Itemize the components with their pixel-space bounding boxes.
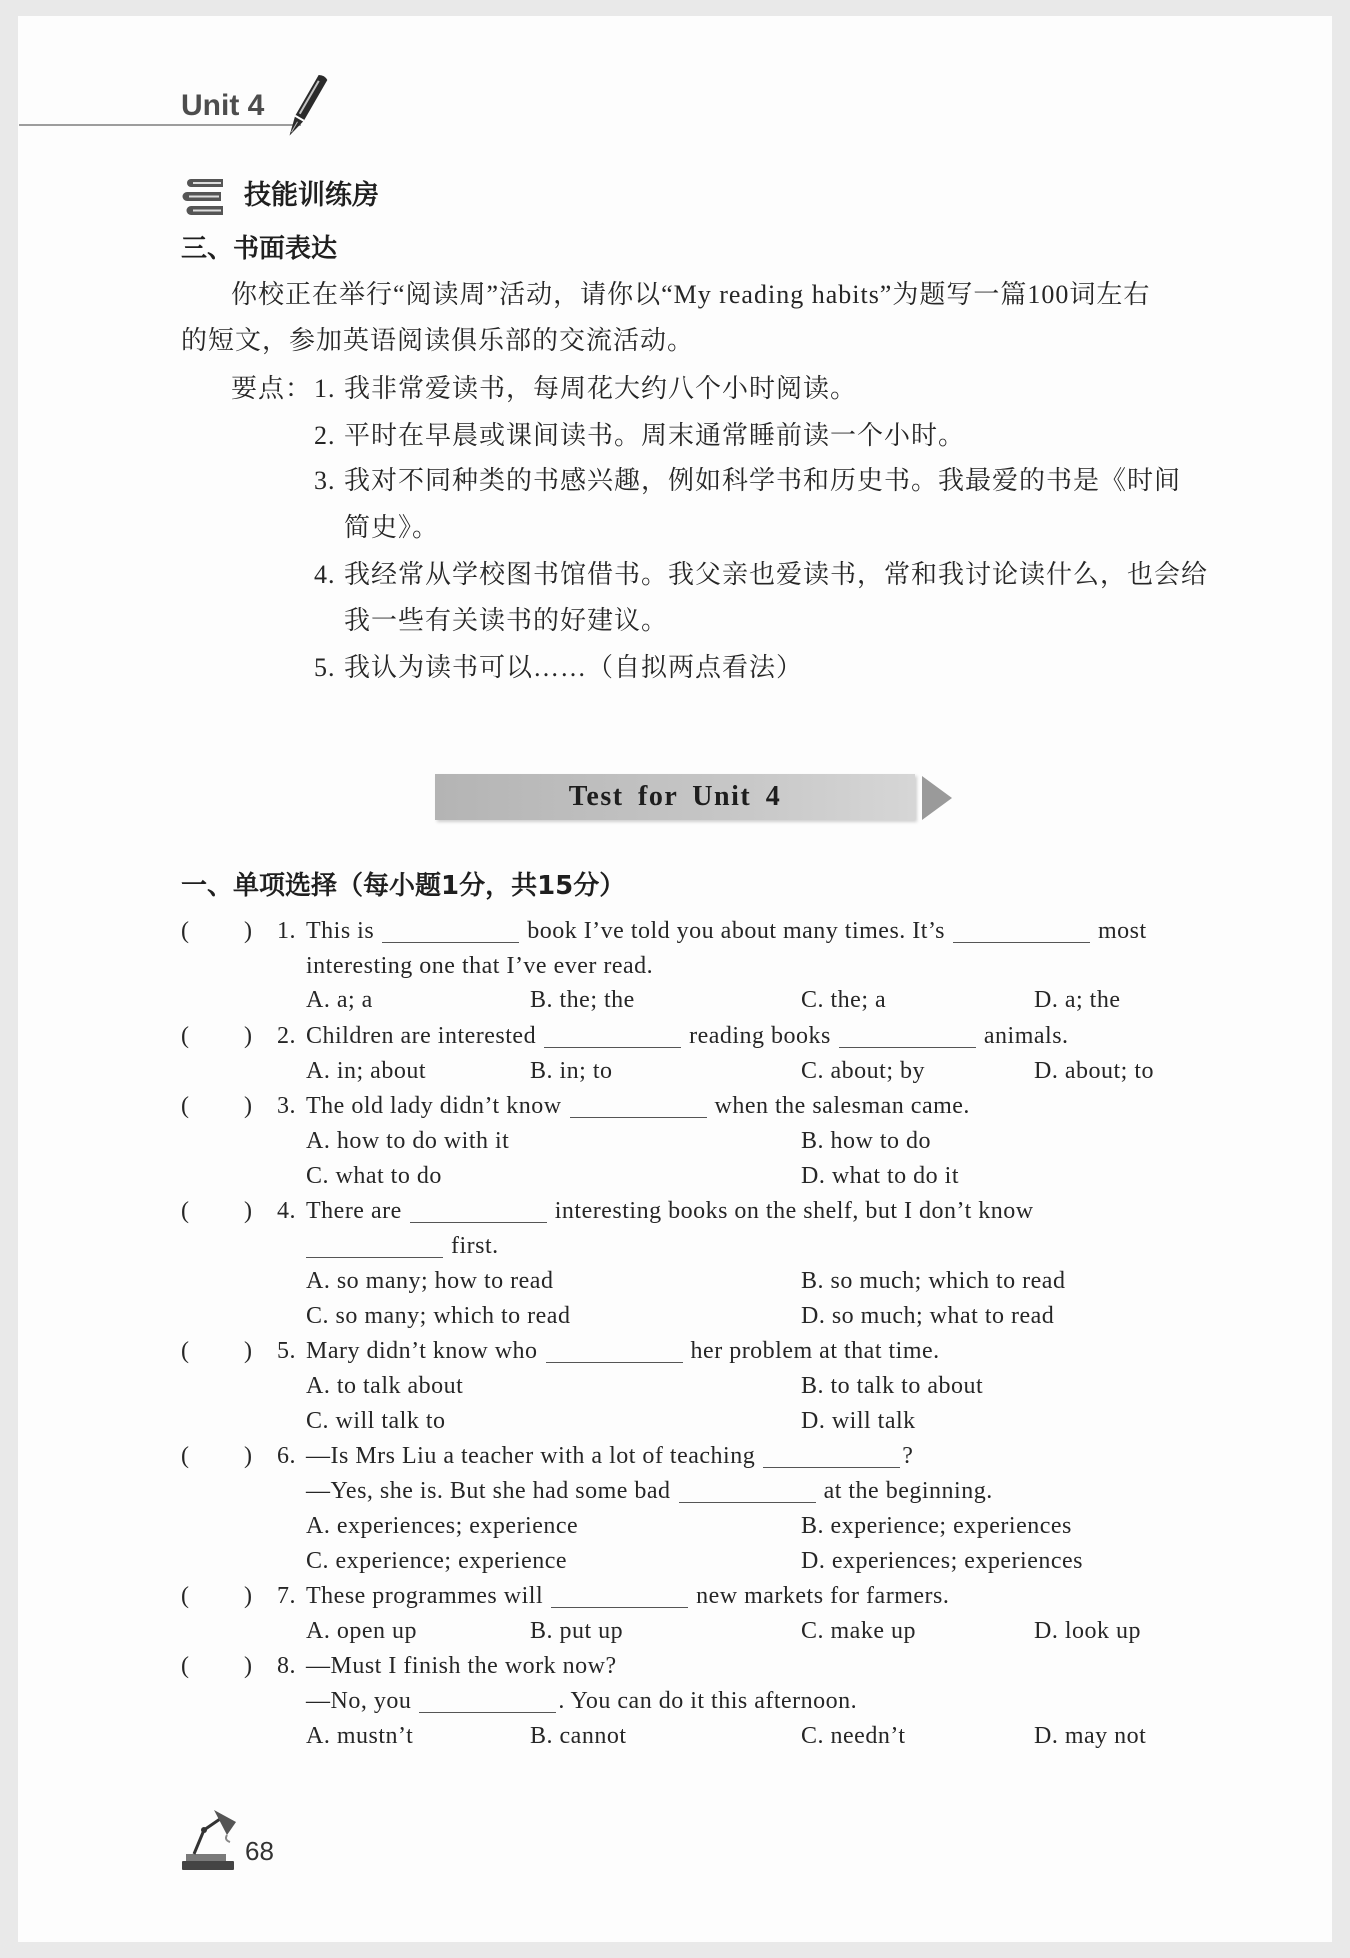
question-text: —No, you [306, 1688, 412, 1714]
question-number: 1. [277, 918, 296, 944]
question-line [306, 1334, 940, 1368]
option-c: C. the; a [801, 987, 887, 1013]
arrow-right-icon [922, 776, 952, 820]
option-d: D. may not [1034, 1723, 1147, 1749]
answer-blank [953, 924, 1090, 943]
question-text: These programmes will [306, 1583, 544, 1609]
option-b: B. so much; which to read [801, 1268, 1066, 1294]
answer-blank [570, 1099, 707, 1118]
answer-bracket-close: ) [244, 918, 253, 944]
question-text: most [1097, 918, 1147, 944]
question-line [306, 1194, 1034, 1228]
question-text: —Is Mrs Liu a teacher with a lot of teaching [306, 1443, 756, 1469]
option-d: D. what to do it [801, 1163, 959, 1189]
answer-blank [546, 1344, 683, 1363]
question-text: first. [451, 1233, 499, 1259]
point-text: 我经常从学校图书馆借书。我父亲也爱读书，常和我讨论读什么，也会给 [344, 560, 1209, 589]
option-a: A. mustn’t [306, 1723, 414, 1749]
question-text: reading books [689, 1023, 831, 1049]
question-line [306, 1229, 499, 1263]
point-number: 4. [314, 560, 336, 589]
question-text: at the beginning. [823, 1478, 993, 1504]
answer-bracket-open: ( [181, 1093, 190, 1119]
option-b: B. to talk to about [801, 1373, 984, 1399]
option-a: A. a; a [306, 987, 373, 1013]
answer-bracket-open: ( [181, 1653, 190, 1679]
option-a: A. so many; how to read [306, 1268, 554, 1294]
question-text: her problem at that time. [690, 1338, 940, 1364]
option-c: C. so many; which to read [306, 1303, 571, 1329]
option-a: A. open up [306, 1618, 417, 1644]
answer-blank [763, 1449, 900, 1468]
option-d: D. experiences; experiences [801, 1548, 1084, 1574]
question-line [306, 914, 1147, 948]
option-d: D. so much; what to read [801, 1303, 1055, 1329]
point-number: 2. [314, 421, 336, 450]
point-number: 3. [314, 466, 336, 495]
point-text: 我非常爱读书，每周花大约八个小时阅读。 [344, 374, 858, 403]
answer-bracket-close: ) [244, 1198, 253, 1224]
question-text: new markets for farmers. [696, 1583, 950, 1609]
pen-icon [280, 70, 332, 144]
points-label: 要点： [231, 374, 313, 403]
question-number: 5. [277, 1338, 296, 1364]
question-text: Mary didn’t know who [306, 1338, 538, 1364]
question-line [306, 1684, 857, 1718]
answer-bracket-close: ) [244, 1023, 253, 1049]
option-b: B. experience; experiences [801, 1513, 1072, 1539]
unit-label: Unit 4 [181, 89, 265, 122]
option-b: B. the; the [530, 987, 635, 1013]
answer-blank [382, 924, 519, 943]
question-number: 2. [277, 1023, 296, 1049]
question-text: . You can do it this afternoon. [558, 1688, 858, 1714]
answer-bracket-close: ) [244, 1338, 253, 1364]
answer-bracket-open: ( [181, 1583, 190, 1609]
section-title: 技能训练房 [244, 180, 379, 211]
option-c: C. what to do [306, 1163, 442, 1189]
part1-heading: 一、单项选择（每小题1分，共15分） [181, 871, 626, 901]
answer-blank [419, 1694, 556, 1713]
question-text: animals. [983, 1023, 1069, 1049]
point-text: 我对不同种类的书感兴趣，例如科学书和历史书。我最爱的书是《时间 [344, 466, 1182, 495]
option-a: A. to talk about [306, 1373, 464, 1399]
answer-bracket-open: ( [181, 1023, 190, 1049]
answer-bracket-close: ) [244, 1583, 253, 1609]
option-b: B. in; to [530, 1058, 613, 1084]
question-text: when the salesman came. [714, 1093, 970, 1119]
option-b: B. cannot [530, 1723, 627, 1749]
question-line: interesting one that I’ve ever read. [306, 953, 654, 979]
question-text: There are [306, 1198, 402, 1224]
option-a: A. in; about [306, 1058, 426, 1084]
answer-blank [306, 1239, 443, 1258]
question-number: 3. [277, 1093, 296, 1119]
option-c: C. needn’t [801, 1723, 906, 1749]
option-c: C. will talk to [306, 1408, 446, 1434]
option-d: D. a; the [1034, 987, 1121, 1013]
option-b: B. how to do [801, 1128, 932, 1154]
question-text: Children are interested [306, 1023, 537, 1049]
question-line: —Must I finish the work now? [306, 1653, 617, 1679]
option-b: B. put up [530, 1618, 624, 1644]
question-number: 4. [277, 1198, 296, 1224]
question-number: 8. [277, 1653, 296, 1679]
page-number: 68 [245, 1836, 274, 1866]
header-rule [19, 124, 301, 126]
question-text: The old lady didn’t know [306, 1093, 562, 1119]
answer-bracket-open: ( [181, 1443, 190, 1469]
answer-blank [410, 1204, 547, 1223]
answer-bracket-open: ( [181, 1198, 190, 1224]
question-line [306, 1089, 970, 1123]
point-number: 1. [314, 374, 336, 403]
question-number: 6. [277, 1443, 296, 1469]
desk-lamp-icon [180, 1806, 242, 1872]
answer-bracket-open: ( [181, 918, 190, 944]
point-text: 我认为读书可以……（自拟两点看法） [344, 653, 804, 682]
option-d: D. will talk [801, 1408, 916, 1434]
prompt-line: 你校正在举行“阅读周”活动，请你以“My reading habits”为题写一篇100词左右 [231, 280, 1151, 309]
question-text: interesting books on the shelf, but I don’t know [554, 1198, 1034, 1224]
answer-bracket-open: ( [181, 1338, 190, 1364]
answer-bracket-close: ) [244, 1443, 253, 1469]
test-banner [435, 774, 915, 820]
question-text: book I’ve told you about many times. It’s [527, 918, 945, 944]
question-number: 7. [277, 1583, 296, 1609]
answer-bracket-close: ) [244, 1093, 253, 1119]
answer-blank [679, 1484, 816, 1503]
option-c: C. make up [801, 1618, 916, 1644]
point-text: 简史》。 [344, 513, 440, 542]
answer-blank [839, 1029, 976, 1048]
books-icon [181, 176, 227, 218]
question-line [306, 1579, 949, 1613]
question-line [306, 1019, 1069, 1053]
point-text: 我一些有关读书的好建议。 [344, 606, 669, 635]
option-d: D. about; to [1034, 1058, 1154, 1084]
answer-blank [544, 1029, 681, 1048]
answer-bracket-close: ) [244, 1653, 253, 1679]
question-line [306, 1439, 913, 1473]
option-c: C. experience; experience [306, 1548, 568, 1574]
writing-heading: 三、书面表达 [181, 234, 338, 264]
point-text: 平时在早晨或课间读书。周末通常睡前读一个小时。 [344, 421, 966, 450]
option-c: C. about; by [801, 1058, 925, 1084]
question-text: This is [306, 918, 375, 944]
question-text: ? [902, 1443, 914, 1469]
answer-blank [551, 1589, 688, 1608]
option-d: D. look up [1034, 1618, 1141, 1644]
question-text: —Yes, she is. But she had some bad [306, 1478, 671, 1504]
question-line [306, 1474, 993, 1508]
option-a: A. experiences; experience [306, 1513, 579, 1539]
test-banner-title: Test for Unit 4 [568, 781, 782, 812]
option-a: A. how to do with it [306, 1128, 510, 1154]
point-number: 5. [314, 653, 336, 682]
prompt-line: 的短文，参加英语阅读俱乐部的交流活动。 [181, 326, 695, 355]
